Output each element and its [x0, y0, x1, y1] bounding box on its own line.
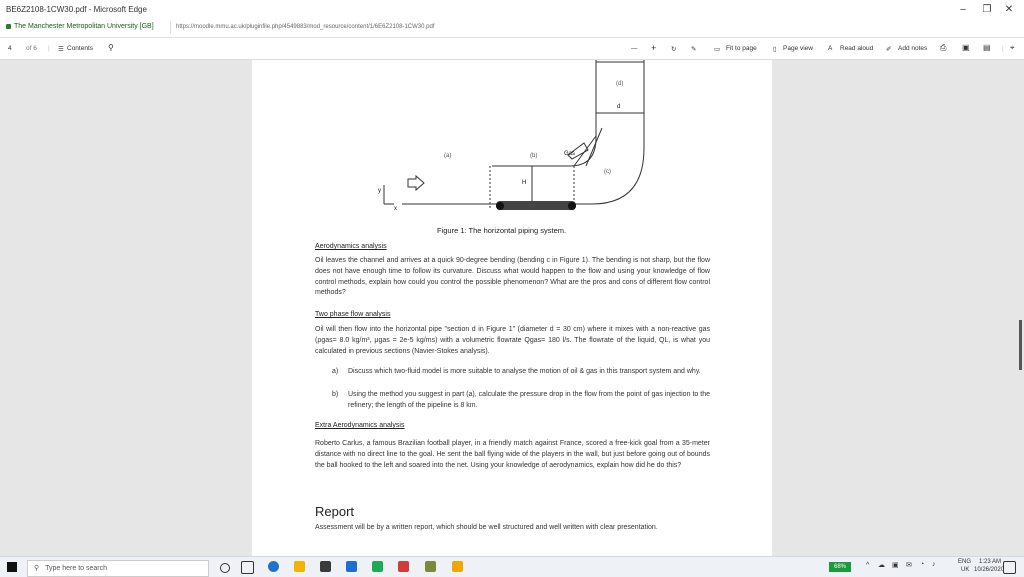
search-icon[interactable]: ⚲: [108, 43, 114, 52]
restore-button[interactable]: ❐: [982, 4, 992, 15]
label-h: H: [522, 180, 527, 186]
list-text: Discuss which two-fluid model is more suitable to analyse the motion of oil & gas in this transport system and why.: [348, 368, 701, 375]
contents-icon[interactable]: ☰: [58, 46, 64, 53]
piping-figure: [252, 60, 772, 225]
window-title: BE6Z2108-1CW30.pdf - Microsoft Edge: [6, 5, 147, 14]
label-y: y: [378, 188, 381, 194]
language-line1[interactable]: ENG: [958, 559, 972, 565]
app-triangle-icon[interactable]: [452, 561, 463, 572]
file-explorer-icon[interactable]: [294, 561, 305, 572]
extra-aero-paragraph: Roberto Carlus, a famous Brazilian football player, in a friendly match against France, scored a free-kick goal from a 35-meter distance with no direct line to the goal. He sent the ball flying wide of the players in the wall, but just before going out of bounds the ball hooked to the left and soared into the net. Using your knowledge of aerodynamics, explain how did he do this?: [315, 440, 710, 469]
toolbar-divider: |: [1002, 45, 1004, 52]
list-marker: b): [332, 391, 339, 398]
app-tray-icon[interactable]: ✉: [906, 562, 912, 569]
language-line2[interactable]: UK: [961, 567, 970, 573]
add-notes-icon: ✐: [886, 46, 892, 53]
address-bar: [0, 19, 1024, 38]
minimize-button[interactable]: –: [960, 4, 966, 15]
label-b: (b): [530, 153, 538, 159]
close-button[interactable]: ✕: [1004, 4, 1014, 15]
save-as-icon[interactable]: ▤: [983, 43, 991, 52]
aerodynamics-paragraph: Oil leaves the channel and arrives at a quick 90-degree bending (bending c in Figure 1). The bending is not sharp, but the flow does not have enough time to follow its curvature. Discuss what would happen to the flow and using your knowledge of flow control methods, explain how could you control the possible phenomenon? What are the pros and cons of different flow control methods?: [315, 257, 710, 297]
task-view-icon[interactable]: [241, 561, 254, 574]
search-icon: ⚲: [34, 565, 40, 572]
label-c: (c): [604, 169, 611, 175]
zoom-out-button[interactable]: —: [631, 45, 638, 52]
clock-time[interactable]: 1:23 AM: [979, 559, 1002, 565]
aerodynamics-heading: Aerodynamics analysis: [315, 243, 387, 250]
pipe-outer-bend: [402, 148, 644, 204]
network-icon[interactable]: ▣: [892, 562, 899, 569]
two-phase-heading: Two phase flow analysis: [315, 311, 391, 318]
draw-icon[interactable]: ✎: [691, 46, 697, 53]
read-aloud-button[interactable]: Read aloud: [840, 45, 874, 52]
toolbar-divider: |: [48, 45, 50, 52]
taskbar-search[interactable]: [27, 560, 209, 577]
support-joint-left: [496, 202, 504, 210]
app-gear-icon[interactable]: [425, 561, 436, 572]
edge-icon[interactable]: [268, 561, 279, 572]
label-d-diameter: d: [617, 104, 621, 110]
wifi-icon[interactable]: ◔: [920, 561, 925, 568]
pipe-inner-bend: [492, 138, 596, 166]
app-l-icon[interactable]: [372, 561, 383, 572]
label-a: (a): [444, 153, 452, 159]
list-item: [334, 367, 710, 378]
report-heading: Report: [315, 504, 355, 519]
save-icon[interactable]: ▣: [962, 43, 970, 52]
flow-arrow-icon: [408, 176, 424, 190]
lock-icon: [6, 24, 11, 29]
print-icon[interactable]: ⎙: [940, 43, 947, 52]
caption-text: The horizontal piping system.: [466, 226, 567, 235]
page-number-input[interactable]: 4: [8, 45, 12, 52]
add-notes-button[interactable]: Add notes: [898, 45, 928, 52]
tray-chevron-icon[interactable]: ^: [866, 562, 870, 569]
rotate-icon[interactable]: ↻: [671, 46, 677, 53]
page-view-button[interactable]: Page view: [783, 45, 813, 52]
site-name: The Manchester Metropolitan University [GB]: [14, 23, 154, 30]
scrollbar-thumb[interactable]: [1019, 320, 1022, 370]
extra-aero-heading: Extra Aerodynamics analysis: [315, 422, 405, 429]
fit-to-page-button[interactable]: Fit to page: [726, 45, 757, 52]
pdf-toolbar: [0, 38, 1024, 60]
mail-icon[interactable]: [346, 561, 357, 572]
notifications-icon[interactable]: [1003, 561, 1016, 574]
two-phase-paragraph: Oil will then flow into the horizontal pipe "section d in Figure 1" (diameter d = 30 cm) where it mixes with a non-reactive gas (ρgas= 8.0 kg/m³, μgas = 2e-5 kg/ms) with a volumetric flowrate Qgas= 180 l/s. The flowrate of the liquid, QL, is what you calculated in previous sections (Navier-Stokes analysis).: [315, 326, 710, 355]
label-gas: Gas: [564, 151, 576, 157]
pdf-page: [252, 60, 772, 556]
fit-to-page-icon: ▭: [714, 46, 721, 53]
list-item: [334, 390, 710, 412]
label-x: x: [394, 206, 397, 212]
page-total: of 6: [26, 45, 37, 52]
clock-date[interactable]: 10/26/2020: [974, 567, 1005, 573]
shield-app-icon[interactable]: [398, 561, 409, 572]
cloud-icon[interactable]: ☁: [878, 562, 885, 569]
search-placeholder: Type here to search: [45, 565, 108, 572]
url-field[interactable]: https://moodle.mmu.ac.uk/pluginfile.php/4549883/mod_resource/content/1/6E6Z2108-1CW30.pdf: [170, 21, 1016, 34]
page-view-icon: ▯: [773, 46, 777, 53]
list-marker: a): [332, 368, 339, 375]
pin-icon[interactable]: ⌖: [1010, 43, 1015, 52]
label-d-section: (d): [616, 81, 624, 87]
taskbar: [0, 556, 1024, 577]
site-identity[interactable]: [6, 23, 154, 30]
list-text: Using the method you suggest in part (a), calculate the pressure drop in the flow from the point of gas injection to the refinery; the length of the pipeline is 8 km.: [348, 391, 710, 409]
title-bar: [0, 0, 1024, 19]
store-icon[interactable]: [320, 561, 331, 572]
report-paragraph: Assessment will be by a written report, which should be well structured and well written with clear presentation.: [315, 524, 658, 531]
cortana-icon[interactable]: [220, 563, 230, 573]
start-icon[interactable]: [7, 562, 17, 572]
pipe-support: [496, 201, 576, 210]
contents-button[interactable]: Contents: [67, 45, 94, 52]
battery-badge[interactable]: 68%: [829, 562, 851, 572]
volume-icon[interactable]: ♪: [932, 561, 936, 568]
zoom-in-button[interactable]: +: [651, 43, 657, 53]
figure-caption: [437, 226, 566, 235]
read-aloud-icon: A: [828, 45, 833, 52]
support-joint-right: [568, 202, 576, 210]
caption-prefix: Figure 1:: [437, 226, 467, 235]
